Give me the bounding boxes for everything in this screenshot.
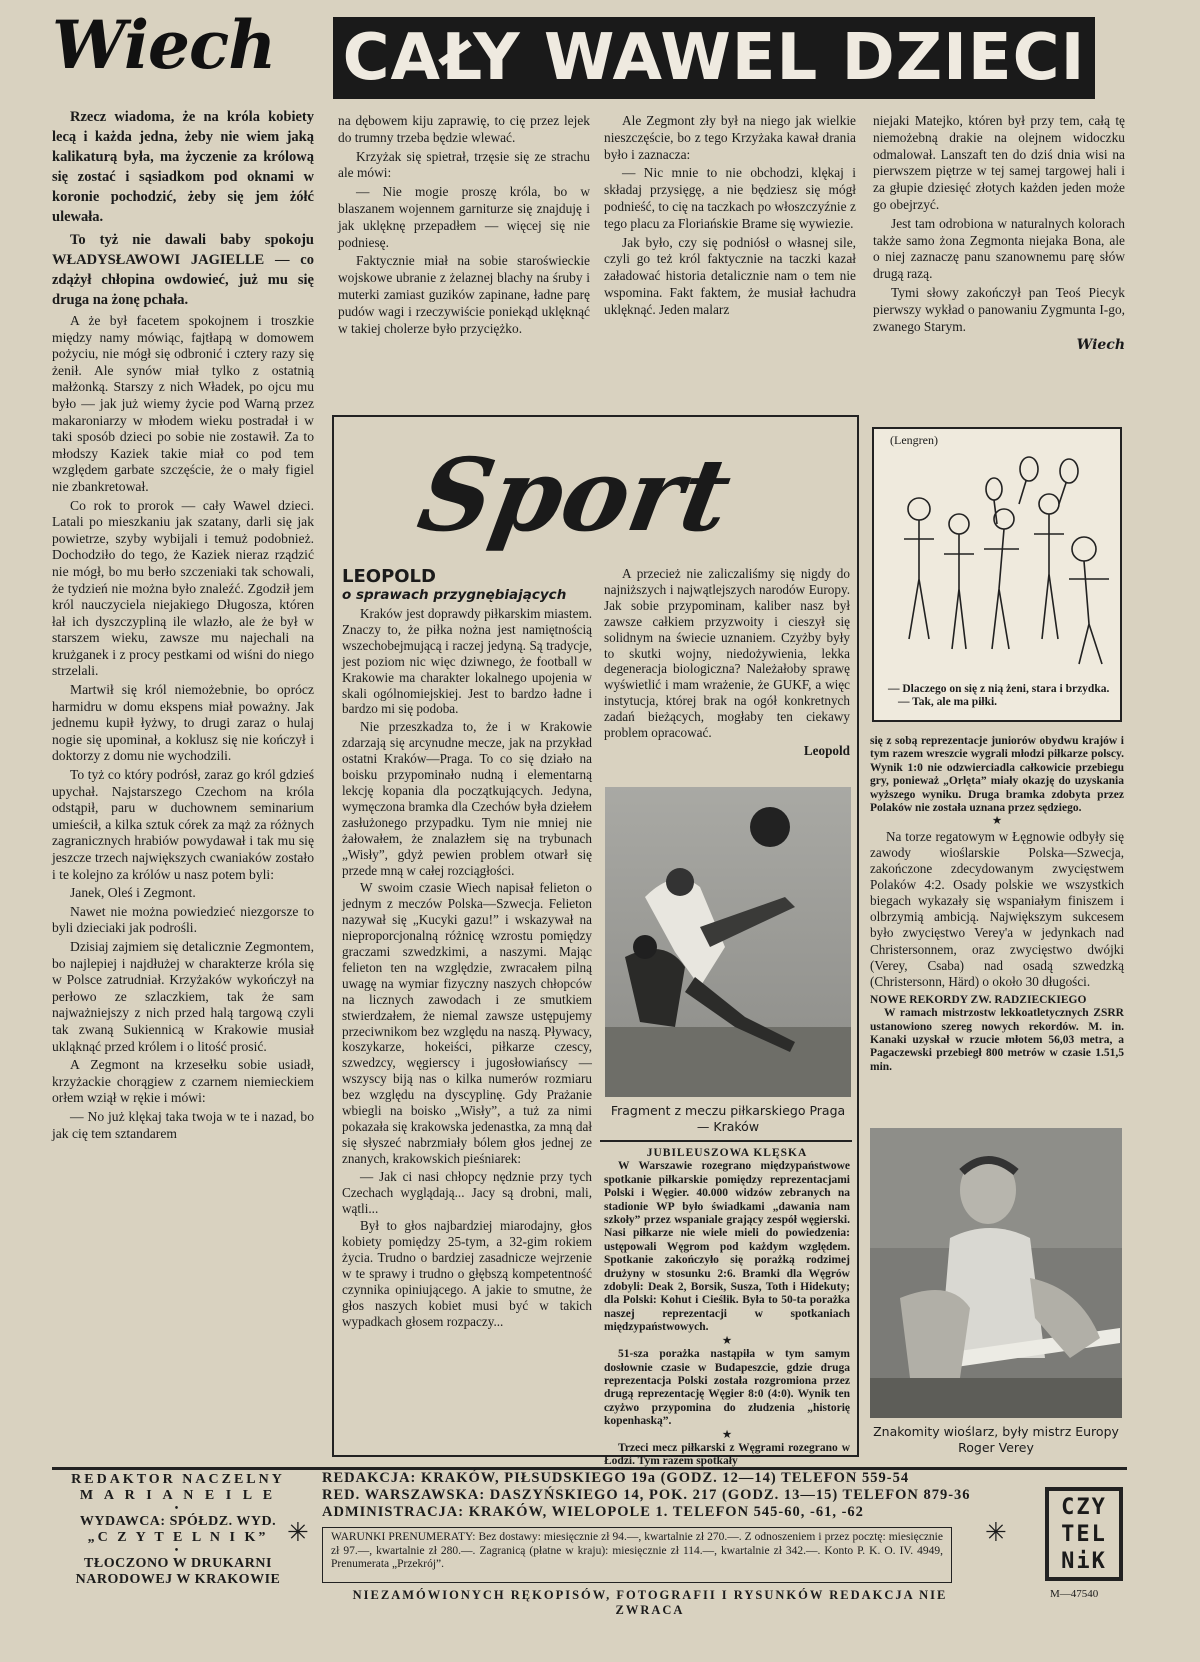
separator-star: ★ (991, 815, 1003, 828)
leopold-column-b (604, 566, 850, 759)
cartoon-frame (872, 427, 1122, 722)
publisher-label: WYDAWCA: SPÓŁDZ. WYD. (79, 1514, 277, 1529)
records-text: W ramach mistrzostw lekkoatletycznych ZSRR ustanowiono szereg nowych rekordów. M. in. Kanaki uzyskał w rzucie młotem 56,03 metra, a Pagaczewski przebiegł 800 metrów w czasie 1.51,5 min. (870, 1007, 1124, 1073)
paragraph: A że był facetem spokojnem i troszkie między namy mówiąc, fajtłapą w domowem pożyciu, nie mógł się odbronić i cztery razy się żenił. Ale synów miał tylko z ostatnią małżonką. Starszy z nich Władek, po ojcu mu było — jak już wiemy życie pod Warną przez makaroniarzy w młodem wieku postradał i w taki sposób dzieci po sobie nie zostawił. Za to młodszy Kaziek takie miał co pod tem względem garbate szczęście, że o mały figiel nie zbankretował. (52, 313, 314, 494)
logo-line: NiK (1061, 1549, 1107, 1574)
paragraph: — Nic mnie to nie obchodzi, klękaj i składaj przysięgę, a nie będziesz się mógł podnieść, to cię na taczkach po włoszczyźnie z tego placu za Floriańskie Brame się wywiezie. (604, 165, 856, 231)
rower-photo-image (870, 1128, 1122, 1418)
leopold-signature: Leopold (803, 742, 850, 758)
paragraph: Martwił się król niemożebnie, bo oprócz harmidru w domu ekspens miał poważny. Jak jednemu kupił łyżwy, to drugi zaraz o hulaj nogie się upominał, a koklusz się nie kończył i doktorzy z domu nie wychodzili. (52, 682, 314, 764)
paragraph: Faktycznie miał na sobie staroświeckie wojskowe ubranie z żelaznej blachy na śruby i muterki zamiast guzików zapinane, ładne parę pudów wagi i rzeczywiście poniekąd uklęknąć w takiej cholerze było przyciężko. (338, 253, 590, 336)
print-code: M—47540 (1050, 1588, 1099, 1600)
paragraph: — No już klękaj taka twoja w te i nazad, bo jak cię tem sztandarem (52, 1108, 314, 1141)
author-signature: Wiech (1076, 337, 1125, 354)
paragraph: A przecież nie zaliczaliśmy się nigdy do najniższych i najwątlejszych narodów Europy. Jak sobie przypominam, kaliber nasz był zawsze całkiem przyzwoity i cieszył się solidnym na świecie uznaniem. Czyżby były to skutki wojny, niedożywienia, lekka degeneracja biologiczna? Należałoby sprawę wyświetlić i mam wrażenie, że GUKF, a więc instytucja, której brak na ogół konkretnych zadań bieżących, mogłaby ten ciekawy problem opracować. (604, 566, 850, 741)
jubileuszowa-title: JUBILEUSZOWA KLĘSKA (646, 1147, 808, 1159)
page-title: CAŁY WAWEL DZIECI (333, 17, 1095, 99)
address-line: REDAKCJA: KRAKÓW, PIŁSUDSKIEGO 19a (GODZ. 12—14) TELEFON 559-54 (322, 1470, 910, 1486)
sport-logo: Sport (410, 436, 740, 554)
caption-line: — Dlaczego on się z nią żeni, stara i brzydka. (888, 683, 1110, 695)
subscription-box (322, 1527, 952, 1583)
jubileuszowa-article (604, 1147, 850, 1469)
lead-paragraph: To tyż nie dawali baby spokoju WŁADYSŁAWOWI JAGIELLE — co zdążył chłopina owdowieć, już mu się druga na żonę pchała. (52, 232, 314, 308)
juniors-report: się z sobą reprezentacje juniorów obydwu krajów i tym razem wreszcie wygrali młodzi piłkarze polscy. Wynik 1:0 nie odzwierciadla całkowicie przebiegu gry, ponieważ „Orlęta” miały okazję do uzyskania wyższego wyniku. Druga bramka zdobyta przez Polaków nie została uznana przez sędziego. (870, 735, 1124, 815)
paragraph: Nawet nie można powiedzieć niezgorsze to byli dzieciaki jak podrośli. (52, 903, 314, 936)
separator-dot: • (174, 1503, 182, 1514)
football-photo-caption (605, 1103, 851, 1135)
paragraph: W swoim czasie Wiech napisał felieton o jednym z meczów Polska—Szwecja. Felieton nazywał się „Kucyki gazu!” i wskazywał na nieproporcjonalną różnicę wzrostu pomiędzy graczami szwedzkimi, a naszymi. Mając felieton ten na względzie, zwracałem pilną uwagę na wymiar fizyczny naszych chłopców na licznych zawodach i ze smutkiem stwierdzałem, że niemal zawsze ustępujemy przeciwnikom bez względu na naszą. Pływacy, koszykarze, hokeiści, piłkarze czescy, szwedzcy, węgierscy i jugosłowiańscy — wszyscy biją nas o kilka numerów rozmiaru bez względu na dyscyplinę. Gdy Prażanie wbiegli na boisko „Wisły”, a tuż za nimi pokazała się krakowska jedenastka, za mną dał się słyszeć nabrzmiały bólem głos jednej ze znanych, krakowskich pieśniarek: (342, 880, 592, 1166)
paragraph: Był to głos najbardziej miarodajny, głos kobiety pomiędzy 25-tym, a 32-gim rokiem życia. Trudno o bardziej zasadnicze wejrzenie w te sprawy i trudno o głębszą kompetentność czynnika opiniującego. A jakie to smutne, że głos naszych kobiet musi być w takich wypadkach głosem rozpaczy... (342, 1218, 592, 1329)
rowing-report: Na torze regatowym w Łęgnowie odbyły się zawody wioślarskie Polska—Szwecja, zakończone zdecydowanym zwycięstwem Polaków 4:2. Osady polskie we wszystkich biegach wykazały się wspaniałym finiszem i olbrzymią ambicją. Największym sukcesem było zwycięstwo Verey'a w jedynkach nad Christersonnem, oraz zwycięstwo dwójki (Verey, Csaba) nad osadą szwedzką (Christersonn, Härd) o około 30 długości. (870, 828, 1124, 989)
address-line: RED. WARSZAWSKA: DASZYŃSKIEGO 14, POK. 217 (GODZ. 13—15) TELEFON 879-36 (322, 1487, 971, 1503)
subscription-text: WARUNKI PRENUMERATY: Bez dostawy: miesięcznie zł 94.—, kwartalnie zł 270.—. Z odnoszeniem i przez pocztę: miesięcznie zł 97.—, kwartalnie zł 280.—. Zagranicą (płatne w kraju): miesięcznie zł 114.—, kwartalnie zł 342.—. Konto P. K. O. IV. 4949, Prenumerata „Przekrój”. (331, 1531, 943, 1571)
cartoon-caption (888, 683, 1110, 709)
leopold-header (342, 566, 602, 603)
paragraph: Dzisiaj zajmiem się detalicznie Zegmontem, bo najlepiej i najdłużej w charakterze króla się w Polsce zatrudniał. Krzyżaków wykończył na perłowo ze szlaczkiem, tak że sam najważniejszy z nich przed halą targową czyli tak zwaną Sukiennicą w Krakowie musiał ukląknąć przed królem i o litość prosić. (52, 938, 314, 1054)
rower-photo (870, 1128, 1122, 1418)
football-photo (605, 787, 851, 1097)
sport-right-column (870, 735, 1124, 1074)
caption-line: Fragment z meczu piłkarskiego Praga — Kraków (610, 1103, 846, 1134)
printer-name: NARODOWEJ W KRAKOWIE (75, 1572, 281, 1587)
rower-photo-caption (870, 1424, 1122, 1456)
separator-star: ★ (721, 1334, 733, 1347)
paragraph: Nie przeszkadza to, że i w Krakowie zdarzają się arcynudne mecze, jak na przykład ostatni Kraków—Praga. To co się działo na boisku przypominało nudną i elementarną lekcję kopania dla początkujących. Jedyna, wymęczona bramka dla Czechów była dziełem zasłużonego przypadku. Tym nie mniej nie żałowałem, że znalazłem się na trybunach „Wisły”, gdyż pewien problem otwarł się przede mną w całej rozciągłości. (342, 719, 592, 878)
caption-line: Znakomity wioślarz, były mistrz Europy Roger Verey (873, 1424, 1119, 1455)
column-4 (873, 113, 1125, 354)
jubileuszowa-text: W Warszawie rozegrano międzypaństwowe spotkanie piłkarskie pomiędzy reprezentacjami Polski i Węgier. 40.000 widzów zebranych na stadionie WP było świadkami „dawania nam szkoły” przez wspaniale grający zespół węgierski. Nasi piłkarze nie wiele mieli do powiedzenia: ustępowali Węgrom pod każdym względem. Spotkanie zakończyło się porażką rodzimej drużyny w stosunku 2:6. Bramki dla Węgrów zdobyli: Deak 2, Borsik, Susza, Toth i Hidekuty; dla Polski: Kohut i Cieślik. Była to 50-ta porażka naszej reprezentacji w spotkaniach międzypaństwowych. (604, 1160, 850, 1334)
editor-label: REDAKTOR NACZELNY (71, 1472, 285, 1487)
logo-line: TEL (1061, 1522, 1107, 1547)
lead-paragraph: Rzecz wiadoma, że na króla kobiety lecą i każda jedna, żeby nie wiem jaką kalikaturą była, ma życzenie za królową się zostać i sąsiadkom pod oknami w koronie pochodzić, żeby się jem żółć ulewała. (52, 109, 314, 225)
address-line: ADMINISTRACJA: KRAKÓW, WIELOPOLE 1. TELEFON 545-60, -61, -62 (322, 1504, 864, 1520)
czytelnik-logo (1045, 1487, 1123, 1581)
paragraph: Kraków jest doprawdy piłkarskim miastem. Znaczy to, że piłka nożna jest namiętnością wszechobejmującą i raczej jedyną. Są tradycje, jest poziom nic więc dziwnego, że football w Krakowie ma charakter lokalnego upojenia w skali ogólnomiejskiej. Jest to bardzo ładne i bardzo mi się podoba. (342, 606, 592, 717)
footer-left (58, 1472, 298, 1588)
leopold-title: LEOPOLD (342, 566, 436, 587)
wiech-logo: Wiech (52, 6, 276, 84)
paragraph: A Zegmont na krzesełku sobie usiadł, krzyżackie chorągiew z czarnem niemieckiem orłem wziął w rękie i mówi: (52, 1057, 314, 1106)
paragraph: Tymi słowy zakończył pan Teoś Piecyk pierwszy wykład o panowaniu Zygmunta I-go, zwanego Starym. (873, 284, 1125, 334)
editor-name: M A R I A N E I L E (79, 1488, 277, 1503)
paragraph: niejaki Matejko, któren był przy tem, całą tę niemożebną drakie na olejnem widoczku odmalował. Lanszaft ten do dziś dnia wisi na pierwszem piętrze w tej samej targowej hali i za głupie dziesięć złotych każden jeden może go obejrzyć. (873, 113, 1125, 212)
publisher-name: „C Z Y T E L N I K” (87, 1530, 269, 1545)
records-title: NOWE REKORDY ZW. RADZIECKIEGO (870, 993, 1087, 1006)
footer-bottom-line: NIEZAMÓWIONYCH RĘKOPISÓW, FOTOGRAFII I RYSUNKÓW REDAKCJA NIE ZWRACA (352, 1588, 948, 1617)
caption-line: — Tak, ale ma piłki. (898, 696, 998, 708)
jubileuszowa-text-3: Trzeci mecz piłkarski z Węgrami rozegrano w Łodzi. Tym razem spotkały (604, 1441, 850, 1468)
jubileuszowa-text-2: 51-sza porażka nastąpiła w tym samym dosłownie czasie w Budapeszcie, gdzie druga reprezentacja Polski została rozgromiona przez drugą reprezentację Węgier 8:0 (4:0). Wynik ten czyżwo przypomina do złudzenia „historię kopenhaską”. (604, 1348, 850, 1428)
cartoon-credit: (Lengren) (890, 433, 938, 447)
paragraph: To tyż co który podrósł, zaraz go król gdzieś upychał. Najstarszego Czechom na króla odstąpił, paru w duchownem seminarium umieścił, a kilka sztuk córek za mąż za różnych zagranicznych hrabiów powydawał i tak mu się jeszcze trzech największych cwaniaków zostało i te kolejno za królów u nasz potem byli: (52, 767, 314, 882)
footer-star-right: ✳ (985, 1518, 1007, 1547)
lead-paragraphs (52, 107, 314, 310)
paragraph: Janek, Oleś i Zegmont. (70, 885, 196, 901)
paragraph: — Jak ci nasi chłopcy nędznie przy tych Czechach wyglądają... Jacy są drobni, mali, wątli... (342, 1168, 592, 1216)
paragraph: Ale Zegmont zły był na niego jak wielkie nieszczęście, bo z tego Krzyżaka kawał drania było i zaznacza: (604, 113, 856, 162)
separator-dot: • (174, 1545, 182, 1556)
column-1 (52, 107, 314, 1144)
column-2 (338, 113, 590, 339)
paragraph: Jest tam odrobiona w naturalnych kolorach także samo żona Zegmonta niejaka Bona, ale o niej zaznaczę panu szanownemu parę słów drugą razą. (873, 215, 1125, 282)
football-photo-image (605, 787, 851, 1097)
column-3 (604, 113, 856, 321)
printer-label: TŁOCZONO W DRUKARNI (84, 1556, 272, 1571)
footer-star-left: ✳ (287, 1518, 309, 1547)
cartoon-drawing (874, 449, 1120, 679)
jubileuszowa-divider (600, 1140, 852, 1142)
paragraph: Co rok to prorok — cały Wawel dzieci. Latali po mieszkaniu jak szatany, darli się jak powietrze, szyby wybijali i temuż podobnież. Dochodziło do tego, że Kaziek nieraz rządzić nie mógł, bo mu berło szczeniaki tak schowali, że tydzień nie można było znaleźć. Zgodził jem król nauczyciela niejakiego Długosza, któren łał ich dyszczypliną ile wlazło, ale że był w starszem wieku, zawsze mu najechali na krużganek i z procy pestkami od wiśni do niego strzelali. (52, 497, 314, 679)
leopold-column-a (342, 606, 592, 1332)
separator-star: ★ (721, 1428, 733, 1441)
paragraph: — Nie mogie proszę króla, bo w blaszanem wojennem garniturze się znajduję i jak uklęknę przepadłem — więcej się nie podniesę. (338, 184, 590, 250)
leopold-subtitle: o sprawach przygnębiających (342, 587, 567, 603)
paragraph: na dębowem kiju zaprawię, to cię przez lejek do trumny trzeba będzie wlewać. (338, 113, 590, 145)
footer-addresses (322, 1470, 1022, 1521)
logo-line: CZY (1061, 1495, 1107, 1520)
paragraph: Krzyżak się spietrał, trzęsie się ze strachu ale mówi: (338, 148, 590, 181)
paragraph: Jak było, czy się podniósł o własnej sile, czyli go też król faktycznie na taczki kazał załadować historia detalicznie nam o tem nie wspomina. Fakt faktem, że musiał łachudra uklęknąć. Jeden malarz (604, 234, 856, 317)
